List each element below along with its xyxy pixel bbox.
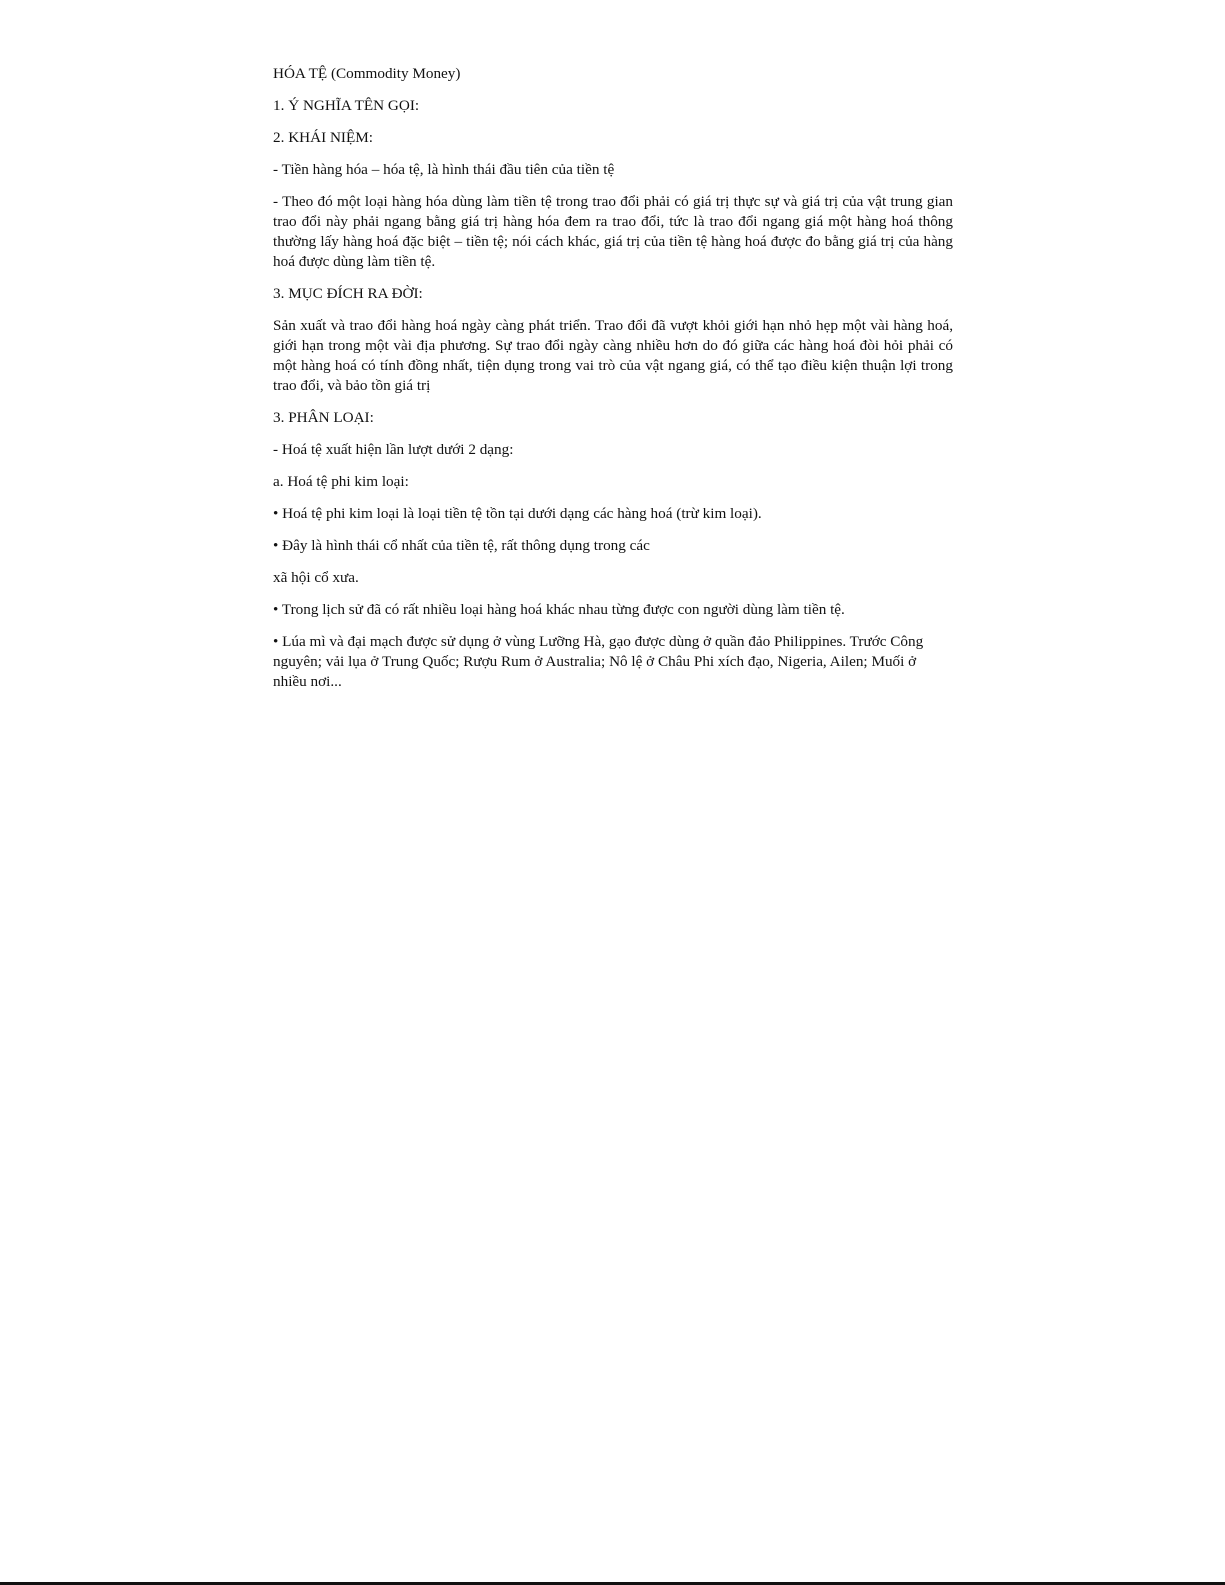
bullet-item-1: • Hoá tệ phi kim loại là loại tiền tệ tồn tại dưới dạng các hàng hoá (trừ kim loại). — [273, 505, 762, 522]
bullet-item-4: • Lúa mì và đại mạch được sử dụng ở vùng Lưỡng Hà, gạo được dùng ở quần đảo Philippines. Trước Công nguyên; vải lụa ở Trung Quốc; Rượu Rum ở Australia; Nô lệ ở Châu Phi xích đạo, Nigeria, Ailen; Muối ở nhiều nơi... — [273, 633, 924, 690]
section-4-paragraph-1: - Hoá tệ xuất hiện lần lượt dưới 2 dạng: — [273, 441, 514, 458]
section-2-paragraph-1: - Tiền hàng hóa – hóa tệ, là hình thái đầu tiên của tiền tệ — [273, 161, 615, 178]
section-2-paragraph-2: - Theo đó một loại hàng hóa dùng làm tiền tệ trong trao đổi phải có giá trị thực sự và giá trị của vật trung gian trao đổi này phải ngang bằng giá trị hàng hóa đem ra trao đổi, tức là trao đổi ngang giá một hàng hoá thông thường lấy hàng hoá đặc biệt – tiền tệ; nói cách khác, giá trị của tiền tệ hàng hoá được đo bằng giá trị của hàng hoá được dùng làm tiền tệ. — [273, 193, 953, 270]
section-3-heading: 3. MỤC ĐÍCH RA ĐỜI: — [273, 285, 423, 302]
bullet-item-2-continuation: xã hội cổ xưa. — [273, 569, 359, 586]
section-4-heading: 3. PHÂN LOẠI: — [273, 409, 374, 426]
bullet-item-3: • Trong lịch sử đã có rất nhiều loại hàng hoá khác nhau từng được con người dùng làm tiền tệ. — [273, 601, 845, 618]
document-body — [273, 64, 953, 704]
section-2-heading: 2. KHÁI NIỆM: — [273, 129, 373, 146]
section-1-heading: 1. Ý NGHĨA TÊN GỌI: — [273, 97, 420, 114]
section-3-paragraph-1: Sản xuất và trao đổi hàng hoá ngày càng phát triển. Trao đổi đã vượt khỏi giới hạn nhỏ hẹp một vài hàng hoá, giới hạn trong một vài địa phương. Sự trao đổi ngày càng nhiều hơn do đó giữa các hàng hoá đòi hỏi phải có một hàng hoá có tính đồng nhất, tiện dụng trong vai trò của vật ngang giá, có thể tạo điều kiện thuận lợi trong trao đổi, và bảo tồn giá trị — [273, 317, 953, 394]
bullet-item-2: • Đây là hình thái cổ nhất của tiền tệ, rất thông dụng trong các — [273, 537, 650, 554]
section-4-subheading-a: a. Hoá tệ phi kim loại: — [273, 473, 409, 490]
document-title: HÓA TỆ (Commodity Money) — [273, 65, 461, 82]
